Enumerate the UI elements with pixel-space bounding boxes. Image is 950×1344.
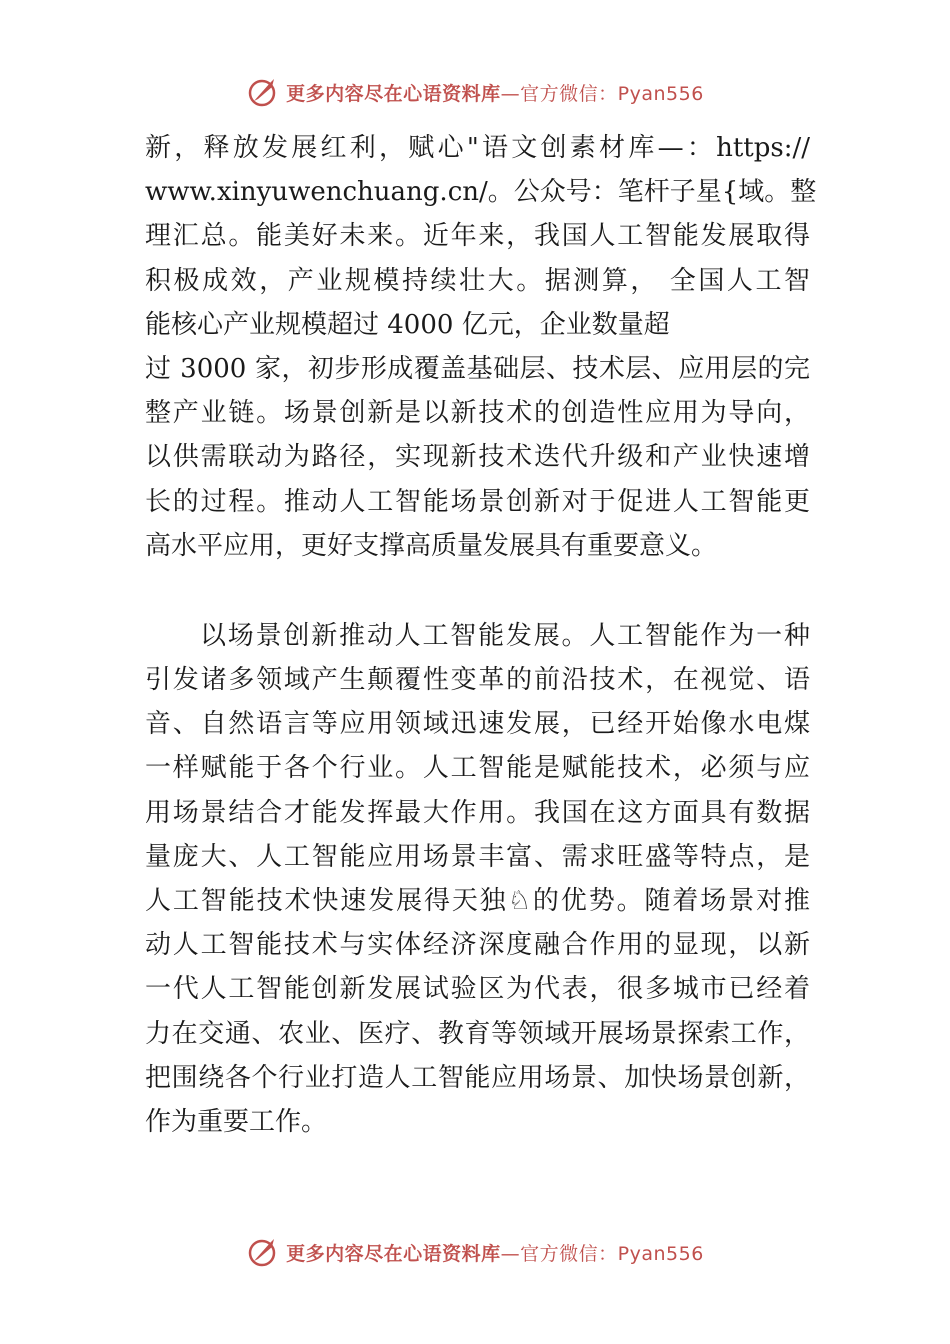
text-line: 积极成效，产业规模持续壮大。据测算， 全国人工智: [145, 265, 810, 296]
quill-logo-icon: [246, 75, 280, 109]
document-body: [145, 126, 817, 1144]
text-line: 动人工智能技术与实体经济深度融合作用的显现，以新: [145, 930, 810, 961]
text-line: 音、自然语言等应用领域迅速发展，已经开始像水电煤: [145, 709, 810, 740]
header-banner: [0, 72, 950, 112]
paragraph-gap: [145, 568, 810, 614]
text-line: 能核心产业规模超过 4000 亿元，企业数量超: [145, 309, 670, 340]
text-line: 量庞大、人工智能应用场景丰富、需求旺盛等特点，是: [145, 841, 810, 872]
text-line: 长的过程。推动人工智能场景创新对于促进人工智能更: [145, 486, 810, 517]
footer-banner-wechat: 官方微信：Pyan556: [520, 1242, 704, 1265]
text-line: 以场景创新推动人工智能发展。人工智能作为一种: [200, 620, 810, 651]
text-line: 整产业链。场景创新是以新技术的创造性应用为导向，: [145, 398, 810, 429]
text-line: 一样赋能于各个行业。人工智能是赋能技术，必须与应: [145, 753, 810, 784]
text-line: 作为重要工作。: [145, 1106, 328, 1137]
footer-banner: [0, 1232, 950, 1272]
text-line: 一代人工智能创新发展试验区为代表，很多城市已经着: [145, 974, 810, 1005]
text-line: 人工智能技术快速发展得天独♘的优势。随着场景对推: [145, 886, 810, 916]
text-line: 力在交通、农业、医疗、教育等领域开展场景探索工作，: [145, 1018, 810, 1049]
text-line: 用场景结合才能发挥最大作用。我国在这方面具有数据: [145, 797, 810, 828]
text-line: 引发诸多领域产生颠覆性变革的前沿技术，在视觉、语: [145, 665, 810, 696]
header-banner-wechat: 官方微信：Pyan556: [520, 82, 704, 105]
quill-logo-icon: [246, 1235, 280, 1269]
footer-banner-main: 更多内容尽在心语资料库: [286, 1242, 501, 1265]
text-line: www.xinyuwenchuang.cn/。公众号：笔杆子星{域。整: [145, 177, 817, 208]
footer-banner-separator: —: [500, 1242, 521, 1265]
text-line: 高水平应用，更好支撑高质量发展具有重要意义。: [145, 530, 718, 561]
paragraph-1: [145, 126, 817, 568]
text-line: 把围绕各个行业打造人工智能应用场景、加快场景创新，: [145, 1062, 810, 1093]
text-line: 新，释放发展红利，赋心"语文创素材库—：https://: [145, 133, 810, 163]
text-line: 过 3000 家，初步形成覆盖基础层、技术层、应用层的完: [145, 353, 810, 384]
text-line: 以供需联动为路径，实现新技术迭代升级和产业快速增: [145, 442, 810, 473]
paragraph-2: [145, 614, 810, 1144]
header-banner-main: 更多内容尽在心语资料库: [286, 82, 501, 105]
header-banner-separator: —: [500, 82, 521, 105]
text-line: 理汇总。能美好未来。近年来，我国人工智能发展取得: [145, 221, 810, 252]
